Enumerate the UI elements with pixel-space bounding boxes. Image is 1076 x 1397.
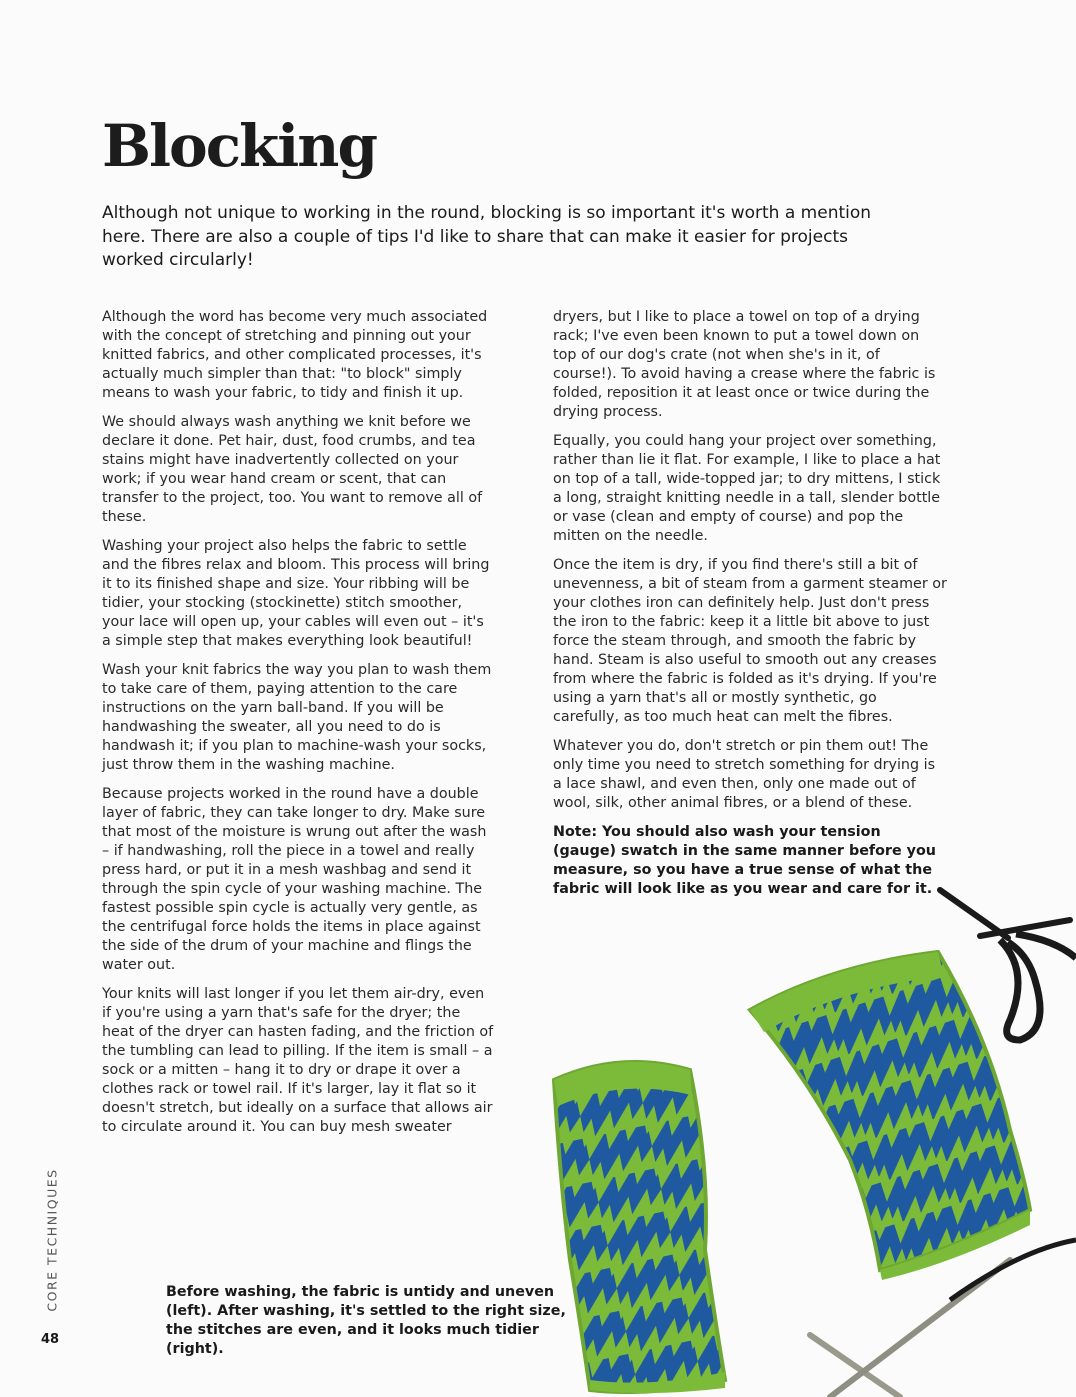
body-paragraph: Your knits will last longer if you let them air-dry, even if you're using a yarn that's safe for the dryer; the heat of the dryer can hasten fading, and the friction of the tumbling can lead to pilling. If the item is small – a sock or a mitten – hang it to dry or drape it over a clothes rack or towel rail. If it's larger, lay it flat so it doesn't stretch, but ideally on a surface that allows air to circulate around it. You can buy mesh sweater (102, 986, 494, 1135)
right-column (553, 308, 947, 909)
left-column (102, 308, 496, 1147)
body-paragraph: Washing your project also helps the fabric to settle and the fibres relax and bloom. This process will bring it to its finished shape and size. Your ribbing will be tidier, your stocking (stockinette) stitch smoother, your lace will open up, your cables will even out – it's a simple step that makes everything look beautiful! (102, 538, 490, 649)
body-paragraph: Wash your knit fabrics the way you plan to wash them to take care of them, paying attention to the care instructions on the yarn ball-band. If you will be handwashing the sweater, all you need to do is handwash it; if you plan to machine-wash your socks, just throw them in the washing machine. (102, 662, 492, 773)
page-number: 48 (41, 1332, 60, 1347)
swatch-before-washing (554, 1062, 725, 1393)
body-paragraph: dryers, but I like to place a towel on top of a drying rack; I've even been known to put a towel down on top of our dog's crate (not when she's in it, of course!). To avoid having a crease where the fabric is folded, reposition it at least once or twice during the drying process. (553, 309, 936, 420)
body-paragraph: We should always wash anything we knit before we declare it done. Pet hair, dust, food crumbs, and tea stains might have inadvertently collected on your work; if you wear hand cream or scent, that can transfer to the project, too. You want to remove all of these. (102, 414, 483, 525)
swatch-after-washing (750, 952, 1030, 1280)
body-paragraph: Equally, you could hang your project over something, rather than lie it flat. For example, I like to place a hat on top of a tall, wide-topped jar; to dry mittens, I stick a long, straight knitting needle in a tall, slender bottle or vase (clean and empty of course) and pop the mitten on the needle. (553, 433, 941, 544)
body-paragraph: Because projects worked in the round have a double layer of fabric, they can take longer to dry. Make sure that most of the moisture is wrung out after the wash – if handwashing, roll the piece in a towel and really press hard, or put it in a mesh washbag and send it through the spin cycle of your washing machine. The fastest possible spin cycle is actually very gentle, as the centrifugal force holds the items in place against the side of the drum of your machine and flings the water out. (102, 786, 487, 973)
knitting-needle-icon (810, 1240, 1076, 1397)
page-title: Blocking (102, 112, 376, 180)
knitted-swatches-photo (530, 880, 1076, 1397)
body-paragraph: Whatever you do, don't stretch or pin them out! The only time you need to stretch something for drying is a lace shawl, and even then, only one made out of wool, silk, other animal fibres, or a blend of these. (553, 738, 936, 811)
photo-caption: Before washing, the fabric is untidy and uneven (left). After washing, it's settled to the right size, the stitches are even, and it looks much tidier (right). (166, 1284, 566, 1357)
body-paragraph: Although the word has become very much associated with the concept of stretching and pinning out your knitted fabrics, and other complicated processes, it's actually much simpler than that: "to block" simply means to wash your fabric, to tidy and finish it up. (102, 309, 488, 401)
note-paragraph: Note: You should also wash your tension (gauge) swatch in the same manner before you measure, so you have a true sense of what the fabric will look like as you wear and care for it. (553, 824, 936, 897)
section-label: CORE TECHNIQUES (44, 1168, 60, 1312)
body-paragraph: Once the item is dry, if you find there's still a bit of unevenness, a bit of steam from a garment steamer or your clothes iron can definitely help. Just don't press the iron to the fabric: keep it a little bit above to just force the steam through, and smooth the fabric by hand. Steam is also useful to smooth out any creases from where the fabric is folded as it's drying. If you're using a yarn that's all or mostly synthetic, go carefully, as too much heat can melt the fibres. (553, 557, 947, 725)
intro-paragraph: Although not unique to working in the round, blocking is so important it's worth a mention here. There are also a couple of tips I'd like to share that can make it easier for projects worked circularly! (102, 203, 872, 270)
